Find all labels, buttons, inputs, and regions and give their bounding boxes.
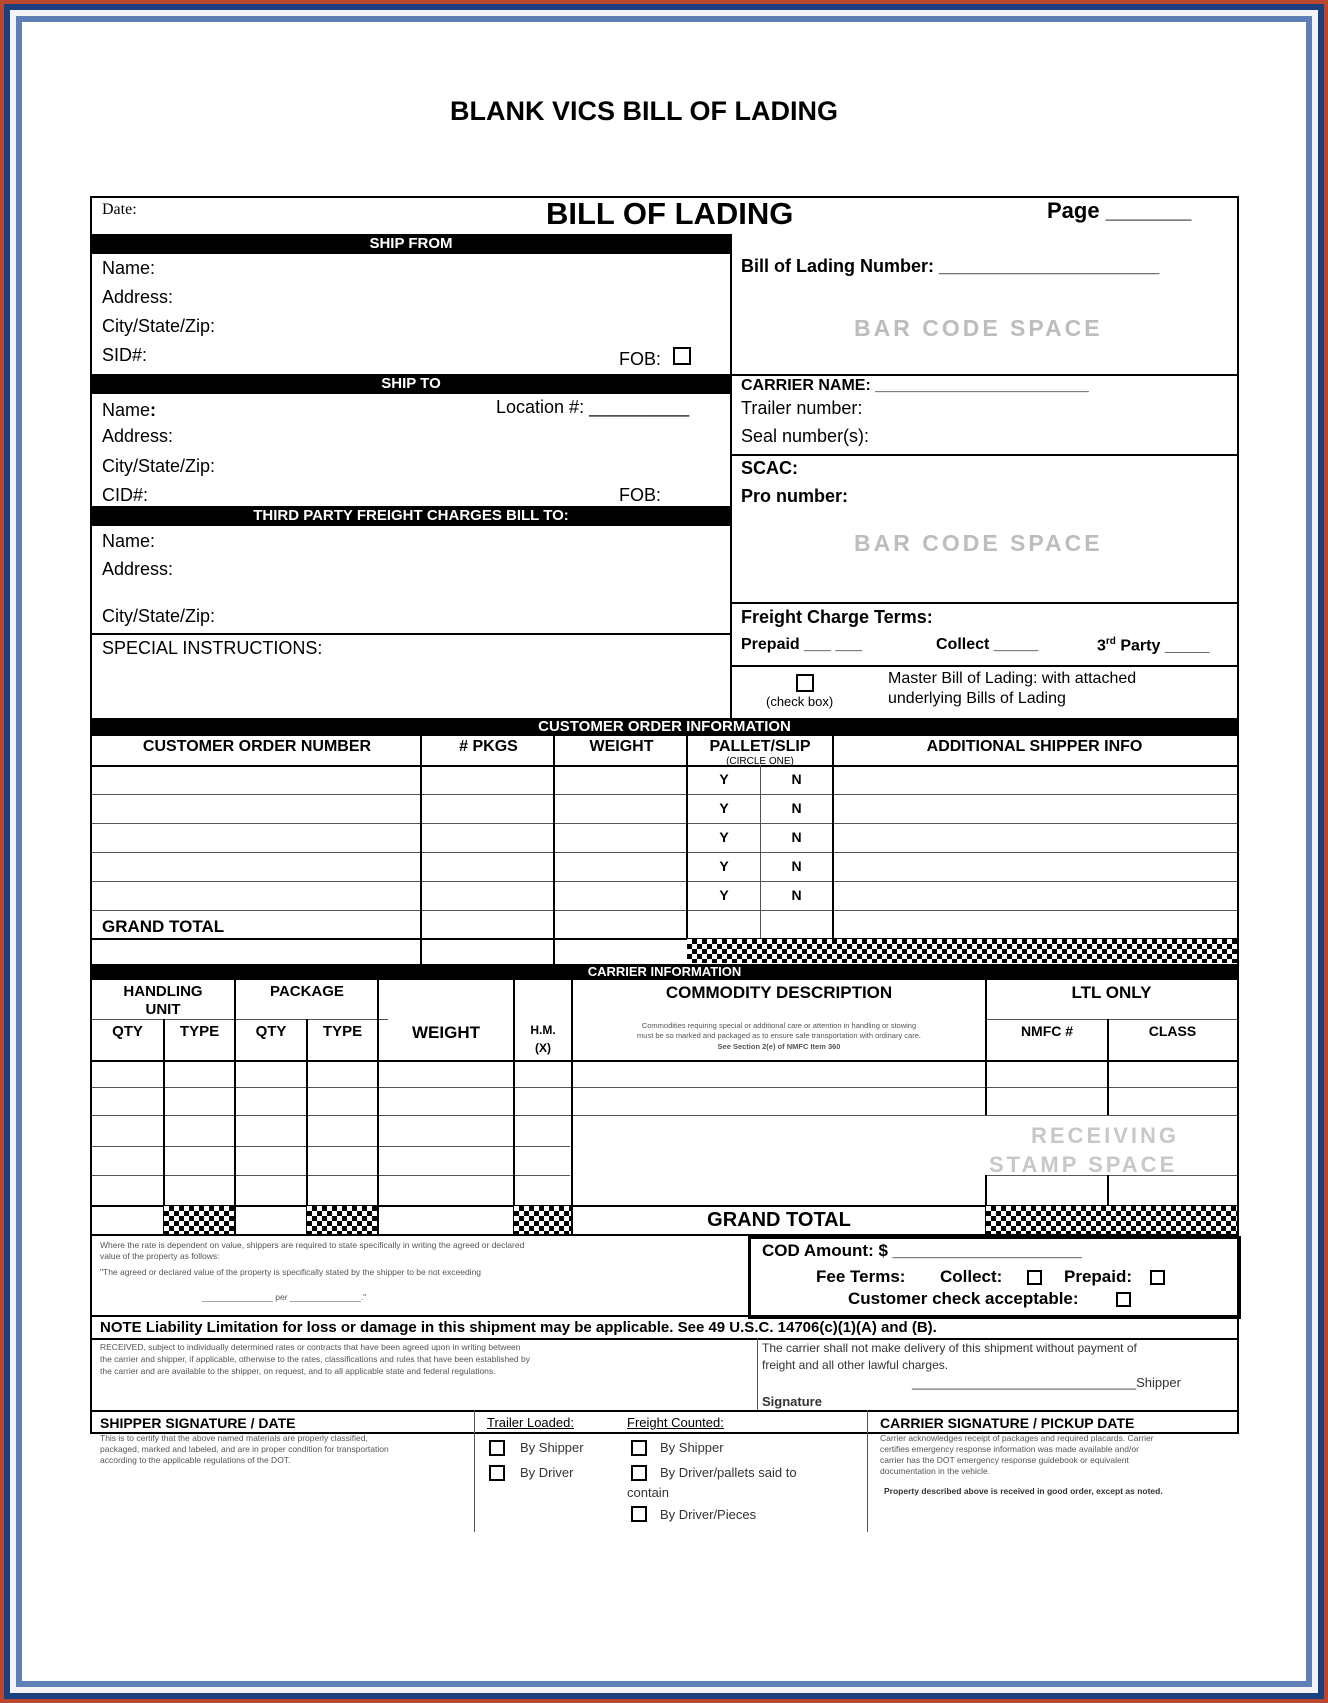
ship-from-fob: FOB: [619, 349, 662, 369]
customer-check-label: Customer check acceptable: [848, 1289, 1079, 1308]
shipper-cert-line3: according to the applicable regulations of the DOT. [100, 1455, 291, 1465]
col-pkgs: # PKGS [459, 738, 518, 755]
liability-note: NOTE Liability Limitation for loss or damage in this shipment may be applicable. See 49 U.S.C. 14706(c)(1)(A) and (B). [100, 1319, 937, 1336]
handling-unit-label-2: UNIT [145, 1001, 181, 1018]
handling-unit-label-1: HANDLING [123, 983, 203, 1000]
value-declaration-line3: "The agreed or declared value of the property is specifically stated by the shipper to be not exceeding [100, 1267, 482, 1277]
check-box-label: (check box) [766, 694, 834, 709]
value-declaration-line4: _______________ per _______________." [202, 1292, 367, 1302]
third-party-heading: THIRD PARTY FREIGHT CHARGES BILL TO: [92, 506, 730, 526]
third-party-name[interactable]: Name: [102, 531, 156, 551]
hm-label-1: H.M. [530, 1023, 556, 1037]
ship-from-heading: SHIP FROM [92, 234, 730, 254]
fc-by-driver-pallets-checkbox[interactable] [631, 1465, 647, 1481]
carrier-delivery-line1: The carrier shall not make delivery of this shipment without payment of [762, 1341, 1137, 1355]
fee-collect-checkbox[interactable] [1027, 1270, 1042, 1285]
slip-no-5[interactable]: N [791, 887, 802, 903]
special-instructions[interactable]: SPECIAL INSTRUCTIONS: [102, 638, 323, 658]
shipper-cert-line1: This is to certify that the above named materials are properly classified, [100, 1433, 368, 1443]
ship-from-address[interactable]: Address: [102, 287, 174, 307]
carrier-cert-line3: carrier has the DOT emergency response guidebook or equivalent [880, 1455, 1129, 1465]
fc-by-shipper-label: By Shipper [660, 1440, 724, 1455]
grand-total-hatch [687, 939, 1237, 963]
package-type-label: TYPE [322, 1023, 363, 1040]
carrier-cert-line4: documentation in the vehicle. [880, 1466, 991, 1476]
ship-to-name[interactable] [102, 401, 156, 419]
ship-to-location[interactable]: Location #: __________ [496, 397, 690, 417]
commodity-note-2: must be so marked and packaged as to ensure safe transportation with ordinary care. [637, 1031, 921, 1040]
package-label: PACKAGE [270, 983, 344, 1000]
col-circle-one: (CIRCLE ONE) [726, 756, 794, 767]
nmfc-label: NMFC # [1020, 1023, 1074, 1039]
carrier-delivery-signature-label: Signature [762, 1394, 822, 1409]
trailer-by-driver-label: By Driver [520, 1465, 574, 1480]
trailer-loaded-label: Trailer Loaded: [487, 1415, 574, 1430]
shipper-signature-line[interactable]: _______________________________Shipper [912, 1375, 1181, 1390]
carrier-signature-title[interactable]: CARRIER SIGNATURE / PICKUP DATE [880, 1415, 1135, 1431]
hm-label-2: (X) [535, 1041, 551, 1055]
commodity-note-3: See Section 2(e) of NMFC Item 360 [717, 1042, 841, 1051]
pallet-yes-2[interactable]: Y [719, 800, 729, 816]
shipper-signature-title[interactable]: SHIPPER SIGNATURE / DATE [100, 1415, 296, 1431]
carrier-weight-label: WEIGHT [412, 1023, 480, 1042]
fee-prepaid-label: Prepaid: [1064, 1267, 1133, 1286]
fc-by-shipper-checkbox[interactable] [631, 1440, 647, 1456]
fc-by-driver-pieces-label: By Driver/Pieces [660, 1507, 757, 1522]
ltl-total-hatch [986, 1206, 1237, 1234]
fc-by-driver-pallets-label: By Driver/pallets said to [660, 1465, 797, 1480]
carrier-delivery-line2: freight and all other lawful charges. [762, 1358, 949, 1372]
third-party-3: 3 [1097, 637, 1106, 655]
class-label: CLASS [1148, 1023, 1197, 1039]
shipper-cert-line2: packaged, marked and labeled, and are in proper condition for transportation [100, 1444, 389, 1454]
received-line3: the carrier and are available to the shipper, on request, and to all applicable state and federal regulations. [100, 1366, 496, 1376]
ship-from-city[interactable]: City/State/Zip: [102, 316, 216, 336]
carrier-grand-total: GRAND TOTAL [707, 1209, 851, 1231]
col-customer-order-number: CUSTOMER ORDER NUMBER [142, 738, 372, 755]
carrier-cert-line1: Carrier acknowledges receipt of packages and required placards. Carrier [880, 1433, 1154, 1443]
ship-to-name-label: Name [102, 400, 151, 420]
commodity-note-1: Commodities requiring special or additional care or attention in handling or stowing [641, 1021, 917, 1030]
cod-amount-field[interactable]: COD Amount: $ ____________________ [762, 1241, 1082, 1260]
customer-order-grand-total: GRAND TOTAL [102, 917, 225, 936]
carrier-name-field[interactable]: CARRIER NAME: ________________________ [741, 377, 1089, 394]
handling-type-label: TYPE [179, 1023, 220, 1040]
ltl-only-label: LTL ONLY [1071, 983, 1152, 1002]
third-party-city[interactable]: City/State/Zip: [102, 606, 216, 626]
trailer-number-field[interactable]: Trailer number: [741, 398, 863, 418]
carrier-info-heading: CARRIER INFORMATION [92, 964, 1237, 980]
col-weight: WEIGHT [589, 738, 654, 755]
slip-no-3[interactable]: N [791, 829, 802, 845]
ship-from-sid[interactable]: SID#: [102, 345, 148, 365]
customer-order-heading: CUSTOMER ORDER INFORMATION [92, 718, 1237, 736]
pro-number-field[interactable]: Pro number: [741, 486, 849, 506]
carrier-cert-line5: Property described above is received in good order, except as noted. [884, 1486, 1163, 1496]
third-party-address[interactable]: Address: [102, 559, 174, 579]
pallet-yes-5[interactable]: Y [719, 887, 729, 903]
ship-from-name[interactable]: Name: [102, 258, 156, 278]
third-party-rest: Party _____ [1115, 637, 1210, 655]
slip-no-1[interactable]: N [791, 771, 802, 787]
customer-check-checkbox[interactable] [1116, 1292, 1131, 1307]
date-label: Date: [102, 201, 137, 218]
ship-to-cid[interactable]: CID#: [102, 485, 149, 505]
fc-by-driver-pieces-checkbox[interactable] [631, 1506, 647, 1522]
document-title: BLANK VICS BILL OF LADING [450, 96, 838, 126]
receiving-stamp-label: RECEIVING [1031, 1123, 1180, 1148]
scac-field[interactable]: SCAC: [741, 458, 798, 478]
received-line1: RECEIVED, subject to individually determined rates or contracts that have been agreed upon in writing between [100, 1342, 521, 1352]
ship-to-name-colon: : [150, 400, 157, 420]
master-bol-line1: Master Bill of Lading: with attached [888, 670, 1137, 687]
third-party-option[interactable] [1097, 637, 1209, 654]
value-declaration-line2: value of the property as follows: [100, 1251, 220, 1261]
package-type-total-hatch [307, 1206, 377, 1234]
trailer-by-shipper-label: By Shipper [520, 1440, 584, 1455]
pallet-yes-1[interactable]: Y [719, 771, 729, 787]
fc-contain-label: contain [627, 1485, 669, 1500]
pallet-yes-3[interactable]: Y [719, 829, 729, 845]
ship-from-fob-checkbox[interactable] [673, 347, 691, 365]
package-qty-label: QTY [255, 1023, 287, 1040]
bar-code-space-1: BAR CODE SPACE [854, 315, 1103, 341]
freight-counted-label: Freight Counted: [627, 1415, 724, 1430]
bar-code-space-2: BAR CODE SPACE [854, 530, 1103, 556]
freight-charge-terms: Freight Charge Terms: [741, 607, 933, 627]
handling-qty-label: QTY [112, 1023, 143, 1040]
master-bol-checkbox[interactable] [796, 674, 814, 692]
handling-type-total-hatch [164, 1206, 234, 1234]
commodity-description-label: COMMODITY DESCRIPTION [665, 983, 893, 1002]
ship-to-city[interactable]: City/State/Zip: [102, 456, 216, 476]
hm-total-hatch [514, 1206, 571, 1234]
ship-to-heading: SHIP TO [92, 374, 730, 394]
slip-no-2[interactable]: N [791, 800, 802, 816]
col-additional-shipper-info: ADDITIONAL SHIPPER INFO [926, 738, 1143, 755]
pallet-yes-4[interactable]: Y [719, 858, 729, 874]
bol-number-field[interactable]: Bill of Lading Number: ______________________ [741, 256, 1160, 276]
document-page [22, 22, 1306, 1681]
ship-to-address[interactable]: Address: [102, 426, 174, 446]
fee-prepaid-checkbox[interactable] [1150, 1270, 1165, 1285]
collect-option[interactable]: Collect _____ [936, 636, 1039, 653]
fee-terms-label: Fee Terms: [816, 1267, 906, 1286]
page-number-field[interactable]: Page _______ [1047, 198, 1192, 223]
seal-numbers-field[interactable]: Seal number(s): [741, 426, 870, 446]
col-pallet-slip: PALLET/SLIP [709, 738, 811, 755]
master-bol-line2: underlying Bills of Lading [888, 690, 1066, 707]
trailer-by-driver-checkbox[interactable] [489, 1465, 505, 1481]
ship-to-fob: FOB: [619, 485, 662, 505]
carrier-cert-line2: certifies emergency response information was made available and/or [880, 1444, 1139, 1454]
value-declaration-line1: Where the rate is dependent on value, shippers are required to state specifically in writing the agreed or declared [100, 1240, 525, 1250]
form-title: BILL OF LADING [546, 196, 794, 231]
received-line2: the carrier and shipper, if applicable, otherwise to the rates, classifications and rules that have been established by [100, 1354, 530, 1364]
third-party-rd: rd [1105, 636, 1116, 647]
prepaid-option[interactable]: Prepaid ___ ___ [741, 636, 862, 653]
stamp-space-label: STAMP SPACE [989, 1152, 1178, 1177]
slip-no-4[interactable]: N [791, 858, 802, 874]
fee-collect-label: Collect: [940, 1267, 1003, 1286]
trailer-by-shipper-checkbox[interactable] [489, 1440, 505, 1456]
